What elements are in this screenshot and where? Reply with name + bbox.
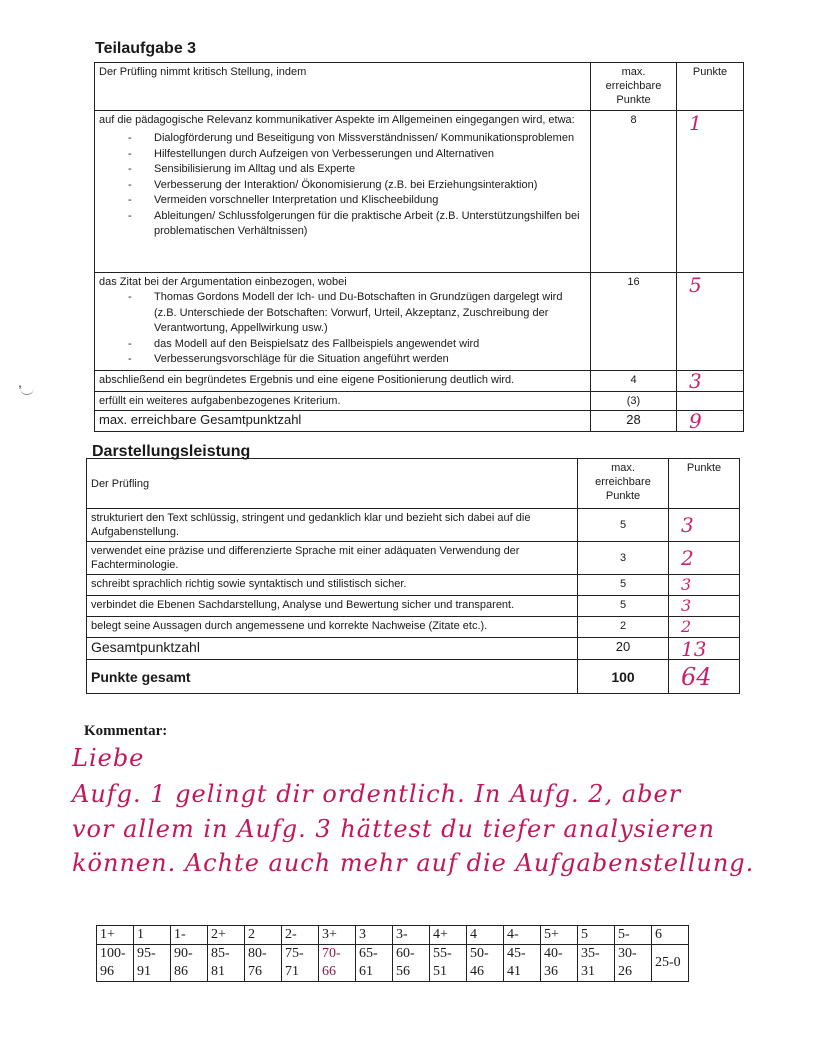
list-item: - Ableitungen/ Schlussfolgerungen für die praktische Arbeit (z.B. Unterstützungshilfen bei problematischen Verhältnissen) [154, 209, 586, 240]
grade-cell: 5+ [541, 926, 578, 945]
list-item: - Thomas Gordons Modell der Ich- und Du-Botschaften in Grundzügen dargelegt wird (z.B. Unterschiede der Botschaften: Vorwurf, Urteil, Akzeptanz, Zuschreibung der Verantwortung, Appellwirkung usw.) [154, 290, 586, 337]
criterion-cell: erfüllt ein weiteres aufgabenbezogenes Kriterium. [95, 392, 591, 411]
table-row [87, 509, 740, 542]
grade-cell: 3- [393, 926, 430, 945]
header-punkte: Punkte [677, 63, 744, 111]
gesamt-row [87, 638, 740, 660]
list-item: - Verbesserung der Interaktion/ Ökonomisierung (z.B. bei Erziehungsinteraktion) [154, 178, 586, 194]
grade-cell: 4+ [430, 926, 467, 945]
handwritten-comment-line: vor allem in Aufg. 3 hättest du tiefer analysieren [72, 815, 715, 843]
range-cell: 45-41 [504, 945, 541, 982]
grade-cell: 2 [245, 926, 282, 945]
grade-cell: 4 [467, 926, 504, 945]
criterion-cell: schreibt sprachlich richtig sowie syntaktisch und stilistisch sicher. [87, 575, 578, 596]
criterion-cell: verbindet die Ebenen Sachdarstellung, Analyse und Bewertung sicher und transparent. [87, 596, 578, 617]
criterion-cell: verwendet eine präzise und differenzierte Sprache mit einer adäquaten Verwendung der Fachterminologie. [87, 542, 578, 575]
table-row [87, 575, 740, 596]
grade-cell: 5 [578, 926, 615, 945]
margin-mark: , [18, 374, 22, 390]
list-item: - Dialogförderung und Beseitigung von Missverständnissen/ Kommunikationsproblemen [154, 131, 586, 147]
handwritten-points: 3 [669, 509, 740, 542]
range-row [97, 945, 689, 982]
range-cell: 30-26 [615, 945, 652, 982]
grade-cell: 4- [504, 926, 541, 945]
max-points-cell: 4 [591, 371, 677, 392]
table-row [95, 273, 744, 371]
list-item: - Vermeiden vorschneller Interpretation und Klischeebildung [154, 193, 586, 209]
range-cell: 100-96 [97, 945, 134, 982]
header-criterion: Der Prüfling nimmt kritisch Stellung, indem [95, 63, 591, 111]
gesamt-label: Gesamtpunktzahl [87, 638, 578, 660]
list-item: - Sensibilisierung im Alltag und als Experte [154, 162, 586, 178]
table-row [95, 392, 744, 411]
criterion-cell [95, 273, 591, 371]
grade-cell: 3 [356, 926, 393, 945]
range-cell: 55-51 [430, 945, 467, 982]
margin-curve [20, 384, 34, 395]
max-points-cell: 16 [591, 273, 677, 371]
list-item: - Hilfestellungen durch Aufzeigen von Verbesserungen und Alternativen [154, 147, 586, 163]
criterion-cell [95, 111, 591, 273]
total-row [95, 411, 744, 432]
range-cell: 95-91 [134, 945, 171, 982]
punkte-gesamt-label: Punkte gesamt [87, 660, 578, 694]
handwritten-comment-line: können. Achte auch mehr auf die Aufgabenstellung. [72, 849, 755, 877]
handwritten-total: 9 [677, 411, 744, 432]
list-item: - das Modell auf den Beispielsatz des Fallbeispiels angewendet wird [154, 337, 586, 353]
criterion-text: das Zitat bei der Argumentation einbezogen, wobei [99, 276, 347, 288]
range-cell: 85-81 [208, 945, 245, 982]
teilaufgabe-3-table [94, 62, 744, 432]
handwritten-points: 5 [677, 273, 744, 371]
grade-cell: 1+ [97, 926, 134, 945]
table-header-row [87, 459, 740, 509]
range-cell: 60-56 [393, 945, 430, 982]
handwritten-points: 3 [677, 371, 744, 392]
range-cell: 70-66 [319, 945, 356, 982]
criterion-cell: strukturiert den Text schlüssig, stringent und gedanklich klar und bezieht sich dabei auf die Aufgabenstellung. [87, 509, 578, 542]
max-points-cell: (3) [591, 392, 677, 411]
range-cell: 40-36 [541, 945, 578, 982]
handwritten-points [677, 392, 744, 411]
grade-cell: 3+ [319, 926, 356, 945]
handwritten-points: 2 [669, 617, 740, 638]
kommentar-label: Kommentar: [84, 723, 168, 739]
max-points-cell: 8 [591, 111, 677, 273]
grade-cell: 2- [282, 926, 319, 945]
range-cell: 35-31 [578, 945, 615, 982]
range-cell: 80-76 [245, 945, 282, 982]
table-row [95, 111, 744, 273]
handwritten-points: 3 [669, 596, 740, 617]
header-max: max. erreichbare Punkte [578, 459, 669, 509]
criterion-cell: abschließend ein begründetes Ergebnis und eine eigene Positionierung deutlich wird. [95, 371, 591, 392]
grade-cell: 6 [652, 926, 689, 945]
handwritten-points: 1 [677, 111, 744, 273]
grade-scale-table [96, 925, 689, 982]
criterion-list [99, 131, 586, 240]
handwritten-points: 2 [669, 542, 740, 575]
max-points-cell: 5 [578, 509, 669, 542]
range-cell: 75-71 [282, 945, 319, 982]
range-cell: 65-61 [356, 945, 393, 982]
handwritten-punkte-gesamt: 64 [669, 660, 740, 694]
darstellungsleistung-table [86, 458, 740, 694]
table-header-row [95, 63, 744, 111]
punkte-gesamt-row [87, 660, 740, 694]
header-max: max. erreichbare Punkte [591, 63, 677, 111]
criterion-list [99, 290, 586, 368]
handwritten-comment-line: Liebe [72, 744, 145, 772]
criterion-text: auf die pädagogische Relevanz kommunikativer Aspekte im Allgemeinen eingegangen wird, etwa: [99, 114, 575, 126]
gesamt-max: 20 [578, 638, 669, 660]
section-title-darstellungsleistung: Darstellungsleistung [92, 443, 251, 460]
header-punkte: Punkte [669, 459, 740, 509]
max-points-cell: 3 [578, 542, 669, 575]
total-max: 28 [591, 411, 677, 432]
range-cell: 90-86 [171, 945, 208, 982]
range-cell: 50-46 [467, 945, 504, 982]
table-row [87, 617, 740, 638]
section-title-teilaufgabe-3: Teilaufgabe 3 [95, 40, 197, 57]
total-label: max. erreichbare Gesamtpunktzahl [95, 411, 591, 432]
grade-cell: 2+ [208, 926, 245, 945]
list-item: - Verbesserungsvorschläge für die Situation angeführt werden [154, 352, 586, 368]
table-row [95, 371, 744, 392]
criterion-cell: belegt seine Aussagen durch angemessene und korrekte Nachweise (Zitate etc.). [87, 617, 578, 638]
max-points-cell: 2 [578, 617, 669, 638]
handwritten-gesamt: 13 [669, 638, 740, 660]
table-row [87, 542, 740, 575]
grade-cell: 1- [171, 926, 208, 945]
handwritten-comment-line: Aufg. 1 gelingt dir ordentlich. In Aufg. 2, aber [72, 780, 682, 808]
grade-row [97, 926, 689, 945]
max-points-cell: 5 [578, 575, 669, 596]
max-points-cell: 5 [578, 596, 669, 617]
grade-cell: 1 [134, 926, 171, 945]
table-row [87, 596, 740, 617]
grade-cell: 5- [615, 926, 652, 945]
punkte-gesamt-max: 100 [578, 660, 669, 694]
range-cell: 25-0 [652, 945, 689, 982]
header-criterion: Der Prüfling [87, 459, 578, 509]
handwritten-points: 3 [669, 575, 740, 596]
